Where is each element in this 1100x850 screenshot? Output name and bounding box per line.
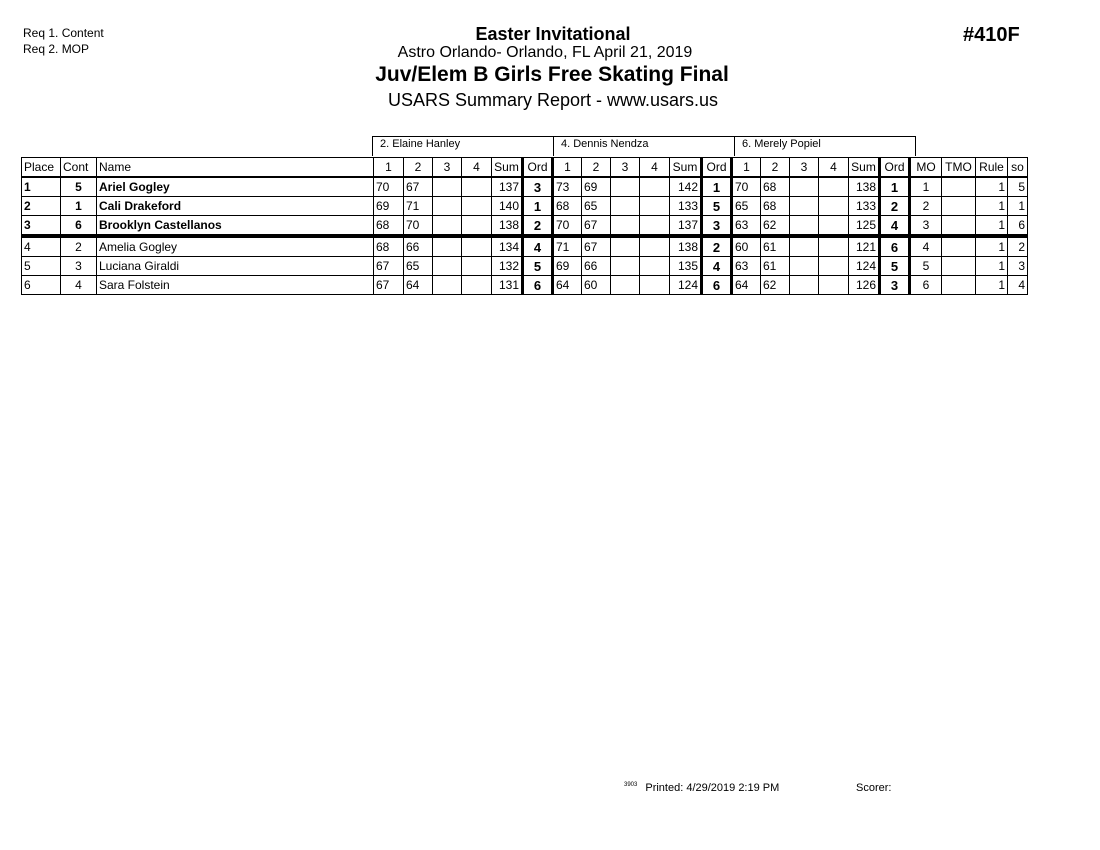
score-cell: 69 xyxy=(553,257,582,276)
table-row xyxy=(22,197,1028,216)
tmo-cell xyxy=(942,236,976,257)
tmo-header: TMO xyxy=(942,158,976,178)
sum-cell: 133 xyxy=(670,197,702,216)
tmo-cell xyxy=(942,216,976,237)
sum-cell: 125 xyxy=(849,216,880,237)
score-cell xyxy=(640,216,670,237)
table-row xyxy=(22,276,1028,295)
ord-header: Ord xyxy=(702,158,732,178)
score-cell xyxy=(640,177,670,197)
score-header: 4 xyxy=(819,158,849,178)
sum-cell: 133 xyxy=(849,197,880,216)
score-cell xyxy=(433,177,462,197)
score-cell xyxy=(611,177,640,197)
place-header: Place xyxy=(22,158,61,178)
score-cell: 70 xyxy=(404,216,433,237)
cont-cell: 3 xyxy=(61,257,97,276)
ord-cell: 3 xyxy=(523,177,553,197)
so-header: so xyxy=(1008,158,1028,178)
ord-cell: 4 xyxy=(880,216,910,237)
ord-cell: 5 xyxy=(880,257,910,276)
score-cell: 65 xyxy=(732,197,761,216)
so-cell: 5 xyxy=(1008,177,1028,197)
rule-cell: 1 xyxy=(976,177,1008,197)
score-cell xyxy=(819,276,849,295)
ord-cell: 2 xyxy=(523,216,553,237)
score-cell: 69 xyxy=(582,177,611,197)
sum-cell: 138 xyxy=(849,177,880,197)
rule-cell: 1 xyxy=(976,257,1008,276)
score-header: 1 xyxy=(374,158,404,178)
sum-cell: 142 xyxy=(670,177,702,197)
score-cell: 63 xyxy=(732,257,761,276)
score-cell xyxy=(433,236,462,257)
score-cell xyxy=(640,257,670,276)
score-cell xyxy=(790,177,819,197)
score-cell xyxy=(819,197,849,216)
score-cell xyxy=(640,236,670,257)
report-code: 3903 xyxy=(624,782,638,788)
score-cell: 62 xyxy=(761,216,790,237)
scorer-label: Scorer: xyxy=(856,782,892,794)
score-cell: 64 xyxy=(732,276,761,295)
score-cell xyxy=(611,276,640,295)
score-cell xyxy=(462,236,492,257)
score-cell: 64 xyxy=(404,276,433,295)
score-cell xyxy=(462,216,492,237)
score-cell xyxy=(433,276,462,295)
printed-text: Printed: 4/29/2019 2:19 PM xyxy=(645,782,780,794)
score-cell: 68 xyxy=(374,236,404,257)
score-cell xyxy=(819,257,849,276)
score-header: 2 xyxy=(761,158,790,178)
name-cell: Luciana Giraldi xyxy=(97,257,374,276)
score-cell xyxy=(790,236,819,257)
score-header: 4 xyxy=(640,158,670,178)
score-cell: 67 xyxy=(404,177,433,197)
tmo-cell xyxy=(942,177,976,197)
sum-cell: 132 xyxy=(492,257,523,276)
score-cell xyxy=(790,216,819,237)
sum-cell: 121 xyxy=(849,236,880,257)
ord-cell: 5 xyxy=(702,197,732,216)
sum-cell: 140 xyxy=(492,197,523,216)
score-cell: 70 xyxy=(553,216,582,237)
place-cell: 4 xyxy=(22,236,61,257)
table-row xyxy=(22,236,1028,257)
mo-header: MO xyxy=(910,158,942,178)
results-table xyxy=(21,157,1028,295)
sum-header: Sum xyxy=(492,158,523,178)
score-cell: 67 xyxy=(374,257,404,276)
score-cell: 61 xyxy=(761,236,790,257)
requirement-2: Req 2. MOP xyxy=(23,42,90,56)
ord-header: Ord xyxy=(880,158,910,178)
score-cell: 70 xyxy=(732,177,761,197)
score-cell xyxy=(611,236,640,257)
score-cell: 68 xyxy=(374,216,404,237)
score-cell xyxy=(462,276,492,295)
mo-cell: 6 xyxy=(910,276,942,295)
tmo-cell xyxy=(942,197,976,216)
cont-cell: 4 xyxy=(61,276,97,295)
event-name: Juv/Elem B Girls Free Skating Final xyxy=(375,63,729,86)
score-cell: 67 xyxy=(374,276,404,295)
sum-cell: 135 xyxy=(670,257,702,276)
cont-cell: 2 xyxy=(61,236,97,257)
score-header: 3 xyxy=(433,158,462,178)
rule-cell: 1 xyxy=(976,216,1008,237)
ord-cell: 6 xyxy=(523,276,553,295)
rule-cell: 1 xyxy=(976,236,1008,257)
sum-header: Sum xyxy=(670,158,702,178)
cont-header: Cont xyxy=(61,158,97,178)
so-cell: 6 xyxy=(1008,216,1028,237)
cont-cell: 5 xyxy=(61,177,97,197)
name-cell: Ariel Gogley xyxy=(97,177,374,197)
ord-cell: 3 xyxy=(702,216,732,237)
sum-cell: 134 xyxy=(492,236,523,257)
name-cell: Cali Drakeford xyxy=(97,197,374,216)
ord-cell: 5 xyxy=(523,257,553,276)
so-cell: 2 xyxy=(1008,236,1028,257)
ord-cell: 6 xyxy=(702,276,732,295)
place-cell: 1 xyxy=(22,177,61,197)
name-cell: Brooklyn Castellanos xyxy=(97,216,374,237)
score-cell xyxy=(433,197,462,216)
place-cell: 2 xyxy=(22,197,61,216)
score-cell xyxy=(819,216,849,237)
sum-cell: 126 xyxy=(849,276,880,295)
ord-cell: 1 xyxy=(702,177,732,197)
mo-cell: 1 xyxy=(910,177,942,197)
score-cell: 73 xyxy=(553,177,582,197)
judge-header-3: 6. Merely Popiel xyxy=(734,136,916,156)
score-cell xyxy=(611,216,640,237)
event-subtitle: Astro Orlando- Orlando, FL April 21, 2019 xyxy=(397,44,693,61)
name-cell: Amelia Gogley xyxy=(97,236,374,257)
rule-cell: 1 xyxy=(976,276,1008,295)
score-cell xyxy=(790,257,819,276)
mo-cell: 3 xyxy=(910,216,942,237)
score-cell: 66 xyxy=(404,236,433,257)
score-cell xyxy=(640,276,670,295)
score-cell: 68 xyxy=(761,197,790,216)
rule-cell: 1 xyxy=(976,197,1008,216)
score-cell: 64 xyxy=(553,276,582,295)
score-cell: 60 xyxy=(582,276,611,295)
score-cell xyxy=(433,257,462,276)
score-cell xyxy=(790,197,819,216)
sum-header: Sum xyxy=(849,158,880,178)
mo-cell: 4 xyxy=(910,236,942,257)
sum-cell: 124 xyxy=(670,276,702,295)
cont-cell: 1 xyxy=(61,197,97,216)
ord-cell: 2 xyxy=(880,197,910,216)
score-cell: 62 xyxy=(761,276,790,295)
report-title: USARS Summary Report - www.usars.us xyxy=(387,90,719,110)
table-row xyxy=(22,257,1028,276)
ord-cell: 3 xyxy=(880,276,910,295)
name-cell: Sara Folstein xyxy=(97,276,374,295)
judge-header-2: 4. Dennis Nendza xyxy=(553,136,735,156)
score-cell: 60 xyxy=(732,236,761,257)
score-cell xyxy=(611,197,640,216)
event-title: Easter Invitational xyxy=(475,24,631,44)
score-cell xyxy=(819,177,849,197)
score-cell: 67 xyxy=(582,216,611,237)
score-cell xyxy=(640,197,670,216)
score-header: 4 xyxy=(462,158,492,178)
mo-cell: 5 xyxy=(910,257,942,276)
score-header: 1 xyxy=(553,158,582,178)
ord-header: Ord xyxy=(523,158,553,178)
score-cell xyxy=(462,197,492,216)
score-header: 3 xyxy=(790,158,819,178)
score-cell xyxy=(433,216,462,237)
ord-cell: 6 xyxy=(880,236,910,257)
tmo-cell xyxy=(942,257,976,276)
score-cell: 68 xyxy=(553,197,582,216)
score-cell xyxy=(611,257,640,276)
score-cell: 71 xyxy=(404,197,433,216)
place-cell: 3 xyxy=(22,216,61,237)
score-cell xyxy=(819,236,849,257)
place-cell: 5 xyxy=(22,257,61,276)
score-header: 1 xyxy=(732,158,761,178)
so-cell: 4 xyxy=(1008,276,1028,295)
name-header: Name xyxy=(97,158,374,178)
table-row xyxy=(22,216,1028,237)
score-cell: 66 xyxy=(582,257,611,276)
score-cell: 68 xyxy=(761,177,790,197)
score-cell xyxy=(462,257,492,276)
cont-cell: 6 xyxy=(61,216,97,237)
score-cell: 65 xyxy=(582,197,611,216)
score-cell: 67 xyxy=(582,236,611,257)
score-cell xyxy=(462,177,492,197)
mo-cell: 2 xyxy=(910,197,942,216)
event-number: #410F xyxy=(963,24,1020,46)
sum-cell: 138 xyxy=(670,236,702,257)
score-header: 2 xyxy=(582,158,611,178)
score-cell: 71 xyxy=(553,236,582,257)
sum-cell: 138 xyxy=(492,216,523,237)
sum-cell: 131 xyxy=(492,276,523,295)
ord-cell: 2 xyxy=(702,236,732,257)
sum-cell: 124 xyxy=(849,257,880,276)
table-row xyxy=(22,177,1028,197)
score-cell: 61 xyxy=(761,257,790,276)
judge-header-1: 2. Elaine Hanley xyxy=(372,136,554,156)
requirement-1: Req 1. Content xyxy=(23,26,104,40)
ord-cell: 4 xyxy=(702,257,732,276)
so-cell: 3 xyxy=(1008,257,1028,276)
score-cell: 65 xyxy=(404,257,433,276)
score-cell: 63 xyxy=(732,216,761,237)
score-header: 3 xyxy=(611,158,640,178)
so-cell: 1 xyxy=(1008,197,1028,216)
table-header-row xyxy=(22,158,1028,178)
sum-cell: 137 xyxy=(670,216,702,237)
score-cell xyxy=(790,276,819,295)
place-cell: 6 xyxy=(22,276,61,295)
score-header: 2 xyxy=(404,158,433,178)
ord-cell: 4 xyxy=(523,236,553,257)
score-cell: 70 xyxy=(374,177,404,197)
tmo-cell xyxy=(942,276,976,295)
sum-cell: 137 xyxy=(492,177,523,197)
rule-header: Rule xyxy=(976,158,1008,178)
printed-stamp xyxy=(624,782,779,794)
score-cell: 69 xyxy=(374,197,404,216)
ord-cell: 1 xyxy=(523,197,553,216)
ord-cell: 1 xyxy=(880,177,910,197)
